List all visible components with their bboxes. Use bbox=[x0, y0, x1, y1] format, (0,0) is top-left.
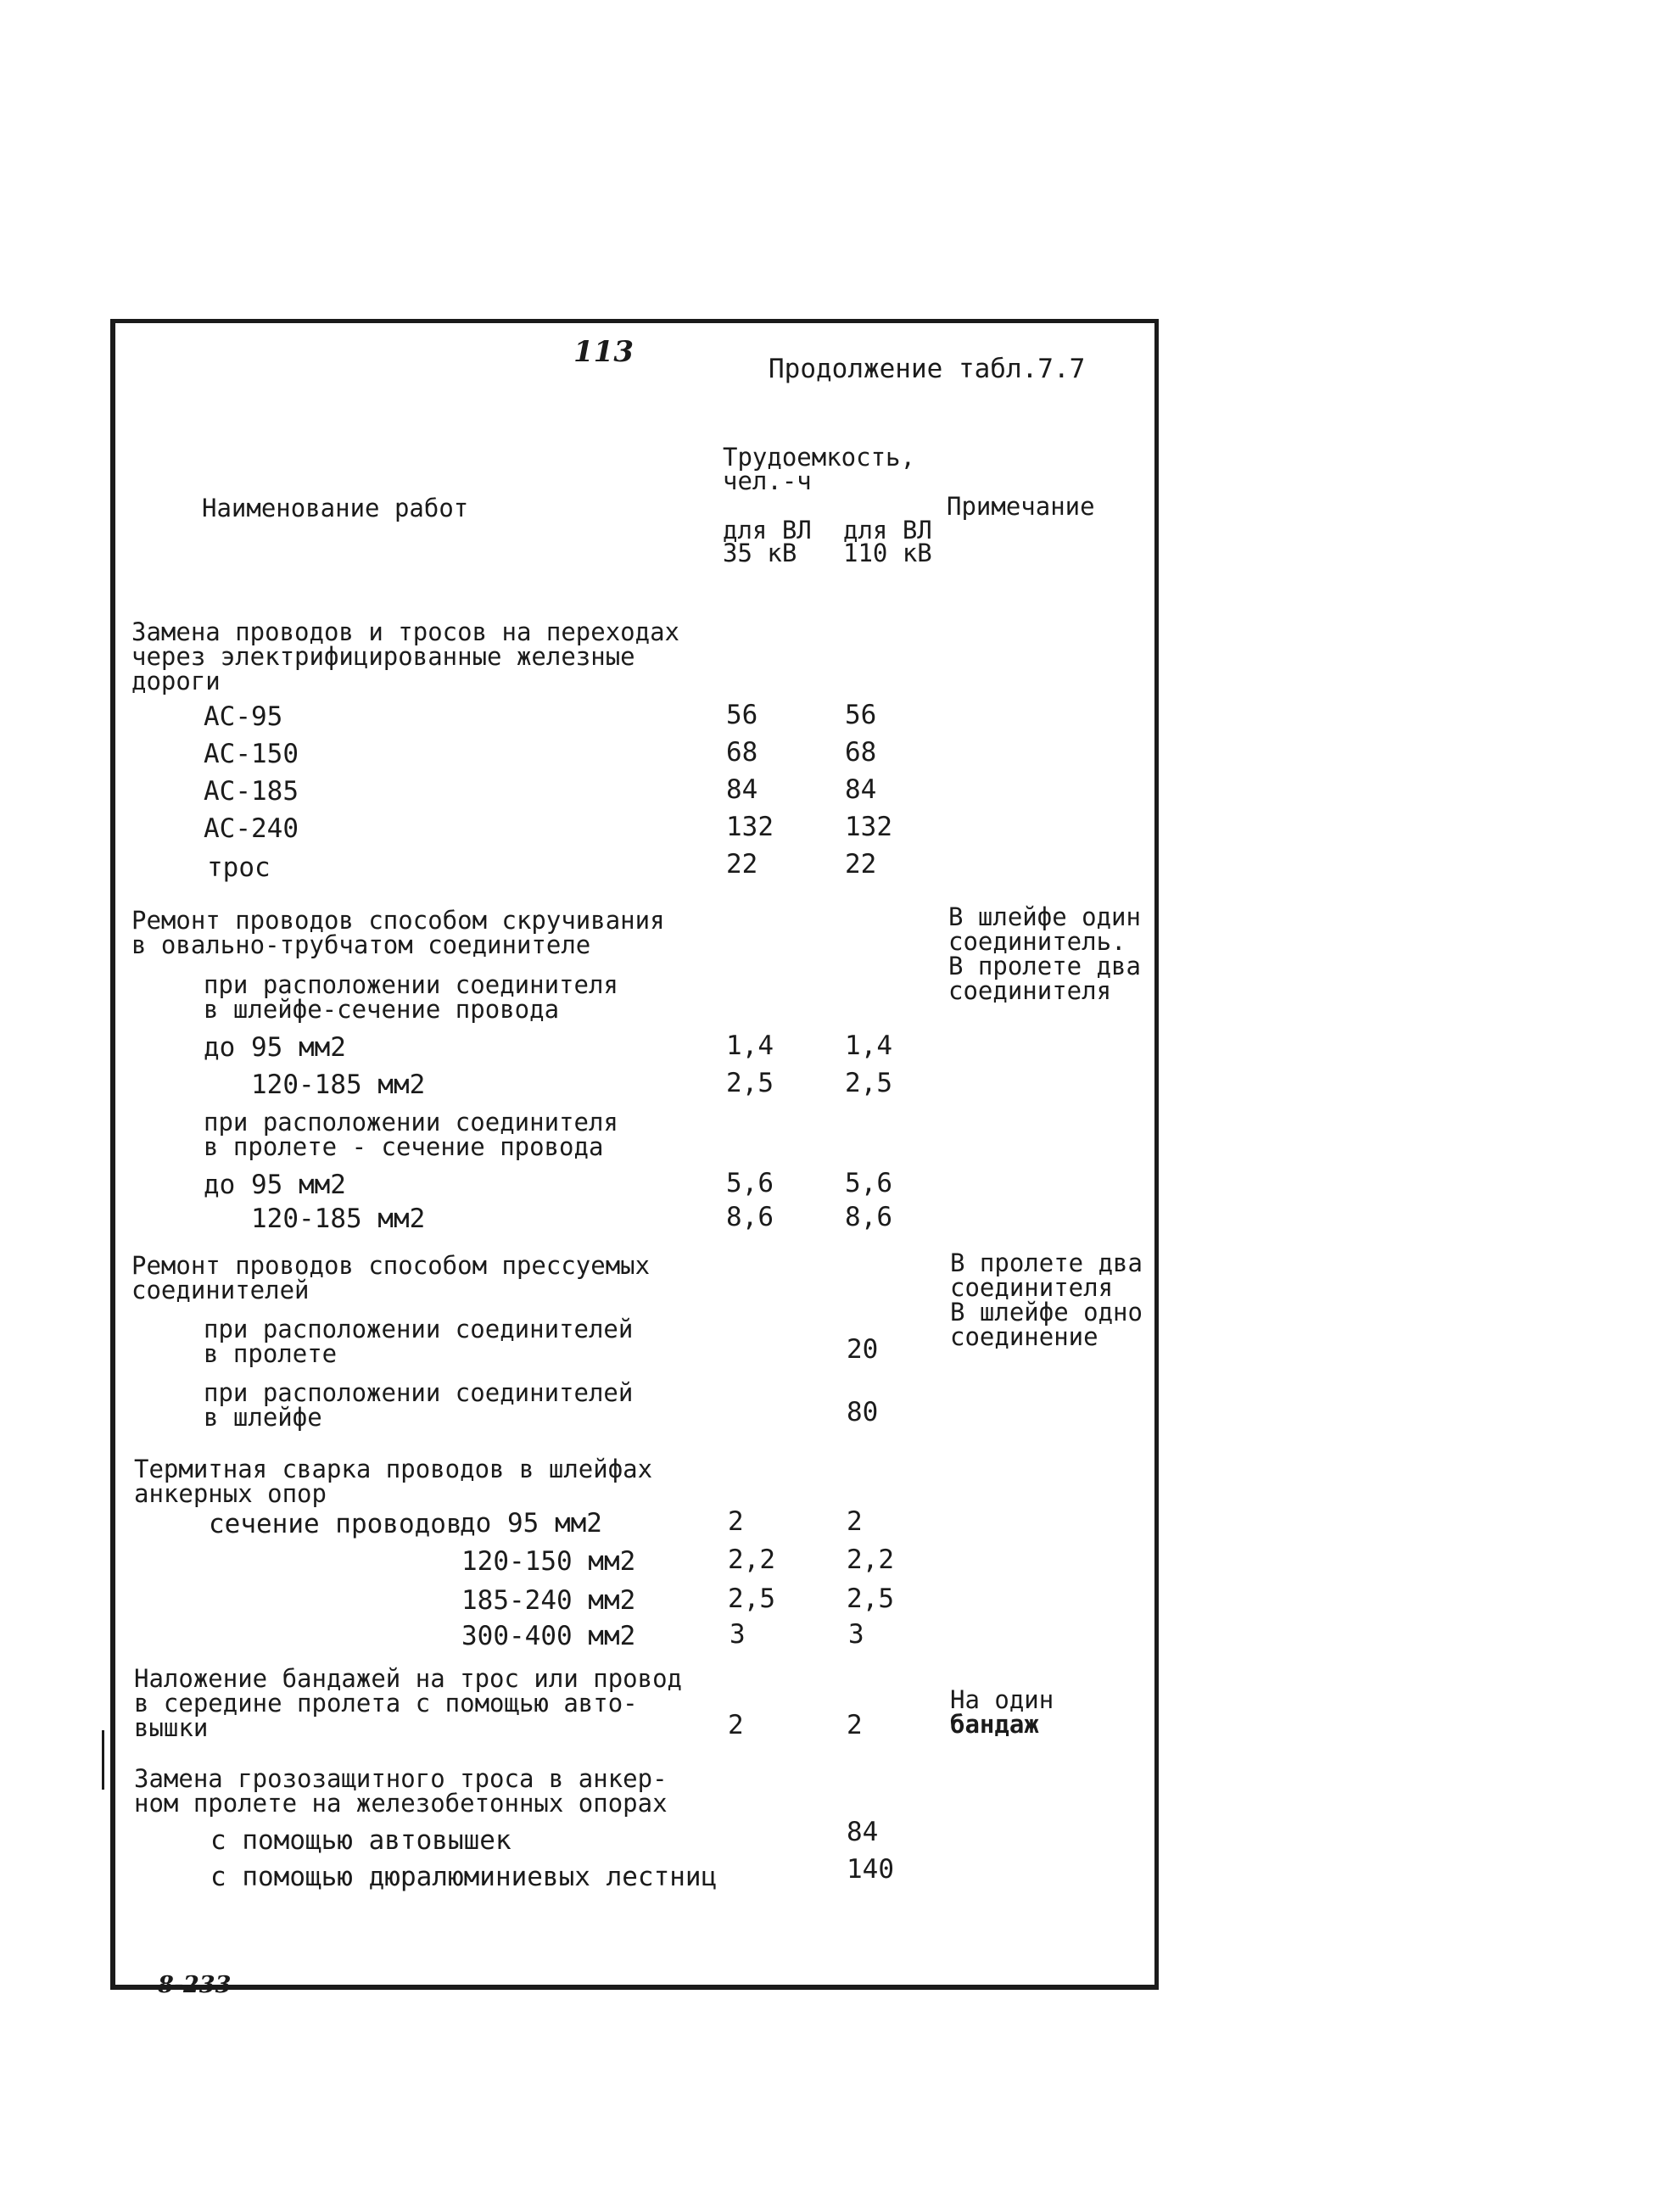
value-110kv: 3 bbox=[848, 1619, 864, 1650]
value-110kv: 22 bbox=[845, 849, 877, 880]
value-35kv: 2 bbox=[728, 1506, 744, 1537]
note-line: соединитель. bbox=[948, 927, 1126, 956]
value-110kv: 84 bbox=[845, 774, 877, 805]
column-header-110kv-line2: 110 кВ bbox=[843, 539, 932, 567]
value-35kv: 5,6 bbox=[726, 1168, 774, 1198]
value-110kv: 80 bbox=[847, 1397, 879, 1427]
column-header-note: Примечание bbox=[947, 492, 1095, 521]
row-prefix: сечение проводов bbox=[209, 1509, 462, 1539]
row-label: с помощью автовышек bbox=[210, 1825, 511, 1856]
value-35kv: 68 bbox=[726, 737, 758, 768]
column-header-110kv-line1: для ВЛ bbox=[843, 516, 932, 545]
value-35kv: 2,5 bbox=[728, 1584, 775, 1614]
section-title: соединителей bbox=[131, 1276, 310, 1304]
section-title: Замена грозозащитного троса в анкер- bbox=[134, 1764, 668, 1793]
row-label: АС-150 bbox=[204, 739, 299, 769]
row-label: до 95 мм2 bbox=[460, 1508, 602, 1539]
section-title: Наложение бандажей на трос или провод bbox=[134, 1664, 683, 1693]
note-line: соединение bbox=[950, 1322, 1098, 1351]
labor-unit: чел.-ч bbox=[723, 466, 812, 495]
value-110kv: 84 bbox=[847, 1817, 879, 1847]
section-title: через электрифицированные железные bbox=[131, 642, 635, 671]
row-label: 120-185 мм2 bbox=[251, 1070, 426, 1100]
subgroup-label: в шлейфе-сечение провода bbox=[204, 995, 560, 1024]
continuation-title: Продолжение табл.7.7 bbox=[769, 354, 1086, 384]
note-line: В пролете два bbox=[948, 952, 1141, 980]
value-110kv: 5,6 bbox=[845, 1168, 892, 1198]
subgroup-label: при расположении соединителя bbox=[204, 970, 618, 999]
row-label: до 95 мм2 bbox=[204, 1032, 346, 1063]
section-title: ном пролете на железобетонных опорах bbox=[134, 1789, 668, 1818]
note-line: бандаж bbox=[950, 1710, 1039, 1739]
row-label: при расположении соединителей bbox=[204, 1378, 634, 1407]
note-line: В пролете два bbox=[950, 1248, 1143, 1277]
value-110kv: 56 bbox=[845, 700, 877, 730]
note-line: соединителя bbox=[948, 976, 1112, 1005]
value-110kv: 2,2 bbox=[847, 1544, 894, 1575]
subgroup-label: в пролете - сечение провода bbox=[204, 1132, 604, 1161]
section-title: Термитная сварка проводов в шлейфах bbox=[134, 1455, 653, 1483]
section-title: Ремонт проводов способом прессуемых bbox=[131, 1251, 651, 1280]
column-header-35kv-line2: 35 кВ bbox=[723, 539, 797, 567]
row-label: в пролете bbox=[204, 1339, 338, 1368]
value-110kv: 1,4 bbox=[845, 1031, 892, 1061]
value-110kv: 2 bbox=[847, 1506, 863, 1537]
row-label: 185-240 мм2 bbox=[461, 1585, 636, 1616]
row-label: трос bbox=[207, 852, 271, 883]
scan-mark bbox=[102, 1730, 104, 1790]
row-label: до 95 мм2 bbox=[204, 1170, 346, 1200]
handwritten-page-number: 113 bbox=[573, 335, 634, 369]
row-label: АС-95 bbox=[204, 701, 283, 732]
row-label: 300-400 мм2 bbox=[461, 1621, 636, 1651]
value-110kv: 2,5 bbox=[845, 1068, 892, 1098]
row-label: АС-185 bbox=[204, 776, 299, 807]
note-line: На один bbox=[950, 1685, 1054, 1714]
value-110kv: 140 bbox=[847, 1854, 894, 1885]
value-35kv: 22 bbox=[726, 849, 758, 880]
value-35kv: 84 bbox=[726, 774, 758, 805]
value-110kv: 20 bbox=[847, 1334, 879, 1365]
value-35kv: 8,6 bbox=[726, 1202, 774, 1232]
footer-code: 8-233 bbox=[158, 1972, 232, 1998]
section-title: дороги bbox=[131, 667, 221, 695]
value-35kv: 2 bbox=[728, 1710, 744, 1740]
value-35kv: 56 bbox=[726, 700, 758, 730]
value-35kv: 2,5 bbox=[726, 1068, 774, 1098]
row-label: с помощью дюралюминиевых лестниц bbox=[210, 1862, 718, 1892]
section-title: анкерных опор bbox=[134, 1479, 327, 1508]
section-title: в середине пролета с помощью авто- bbox=[134, 1689, 638, 1718]
value-110kv: 132 bbox=[845, 812, 892, 842]
value-110kv: 8,6 bbox=[845, 1202, 892, 1232]
value-35kv: 2,2 bbox=[728, 1544, 775, 1575]
value-110kv: 2,5 bbox=[847, 1584, 894, 1614]
row-label: в шлейфе bbox=[204, 1403, 322, 1432]
section-title: вышки bbox=[134, 1713, 209, 1742]
note-line: В шлейфе один bbox=[948, 902, 1141, 931]
value-35kv: 1,4 bbox=[726, 1031, 774, 1061]
section-title: в овально-трубчатом соединителе bbox=[131, 930, 591, 959]
row-label: при расположении соединителей bbox=[204, 1315, 634, 1343]
column-header-35kv-line1: для ВЛ bbox=[723, 516, 812, 545]
row-label: 120-185 мм2 bbox=[251, 1204, 426, 1234]
subgroup-label: при расположении соединителя bbox=[204, 1108, 618, 1137]
note-line: соединителя bbox=[950, 1273, 1114, 1302]
value-110kv: 2 bbox=[847, 1710, 863, 1740]
row-label: 120-150 мм2 bbox=[461, 1546, 636, 1577]
value-35kv: 3 bbox=[729, 1619, 746, 1650]
value-35kv: 132 bbox=[726, 812, 774, 842]
section-title: Замена проводов и тросов на переходах bbox=[131, 617, 680, 646]
column-header-name: Наименование работ bbox=[202, 494, 469, 522]
section-title: Ремонт проводов способом скручивания bbox=[131, 906, 665, 935]
row-label: АС-240 bbox=[204, 813, 299, 844]
value-110kv: 68 bbox=[845, 737, 877, 768]
labor-title: Трудоемкость, bbox=[723, 443, 915, 472]
note-line: В шлейфе одно bbox=[950, 1298, 1143, 1327]
